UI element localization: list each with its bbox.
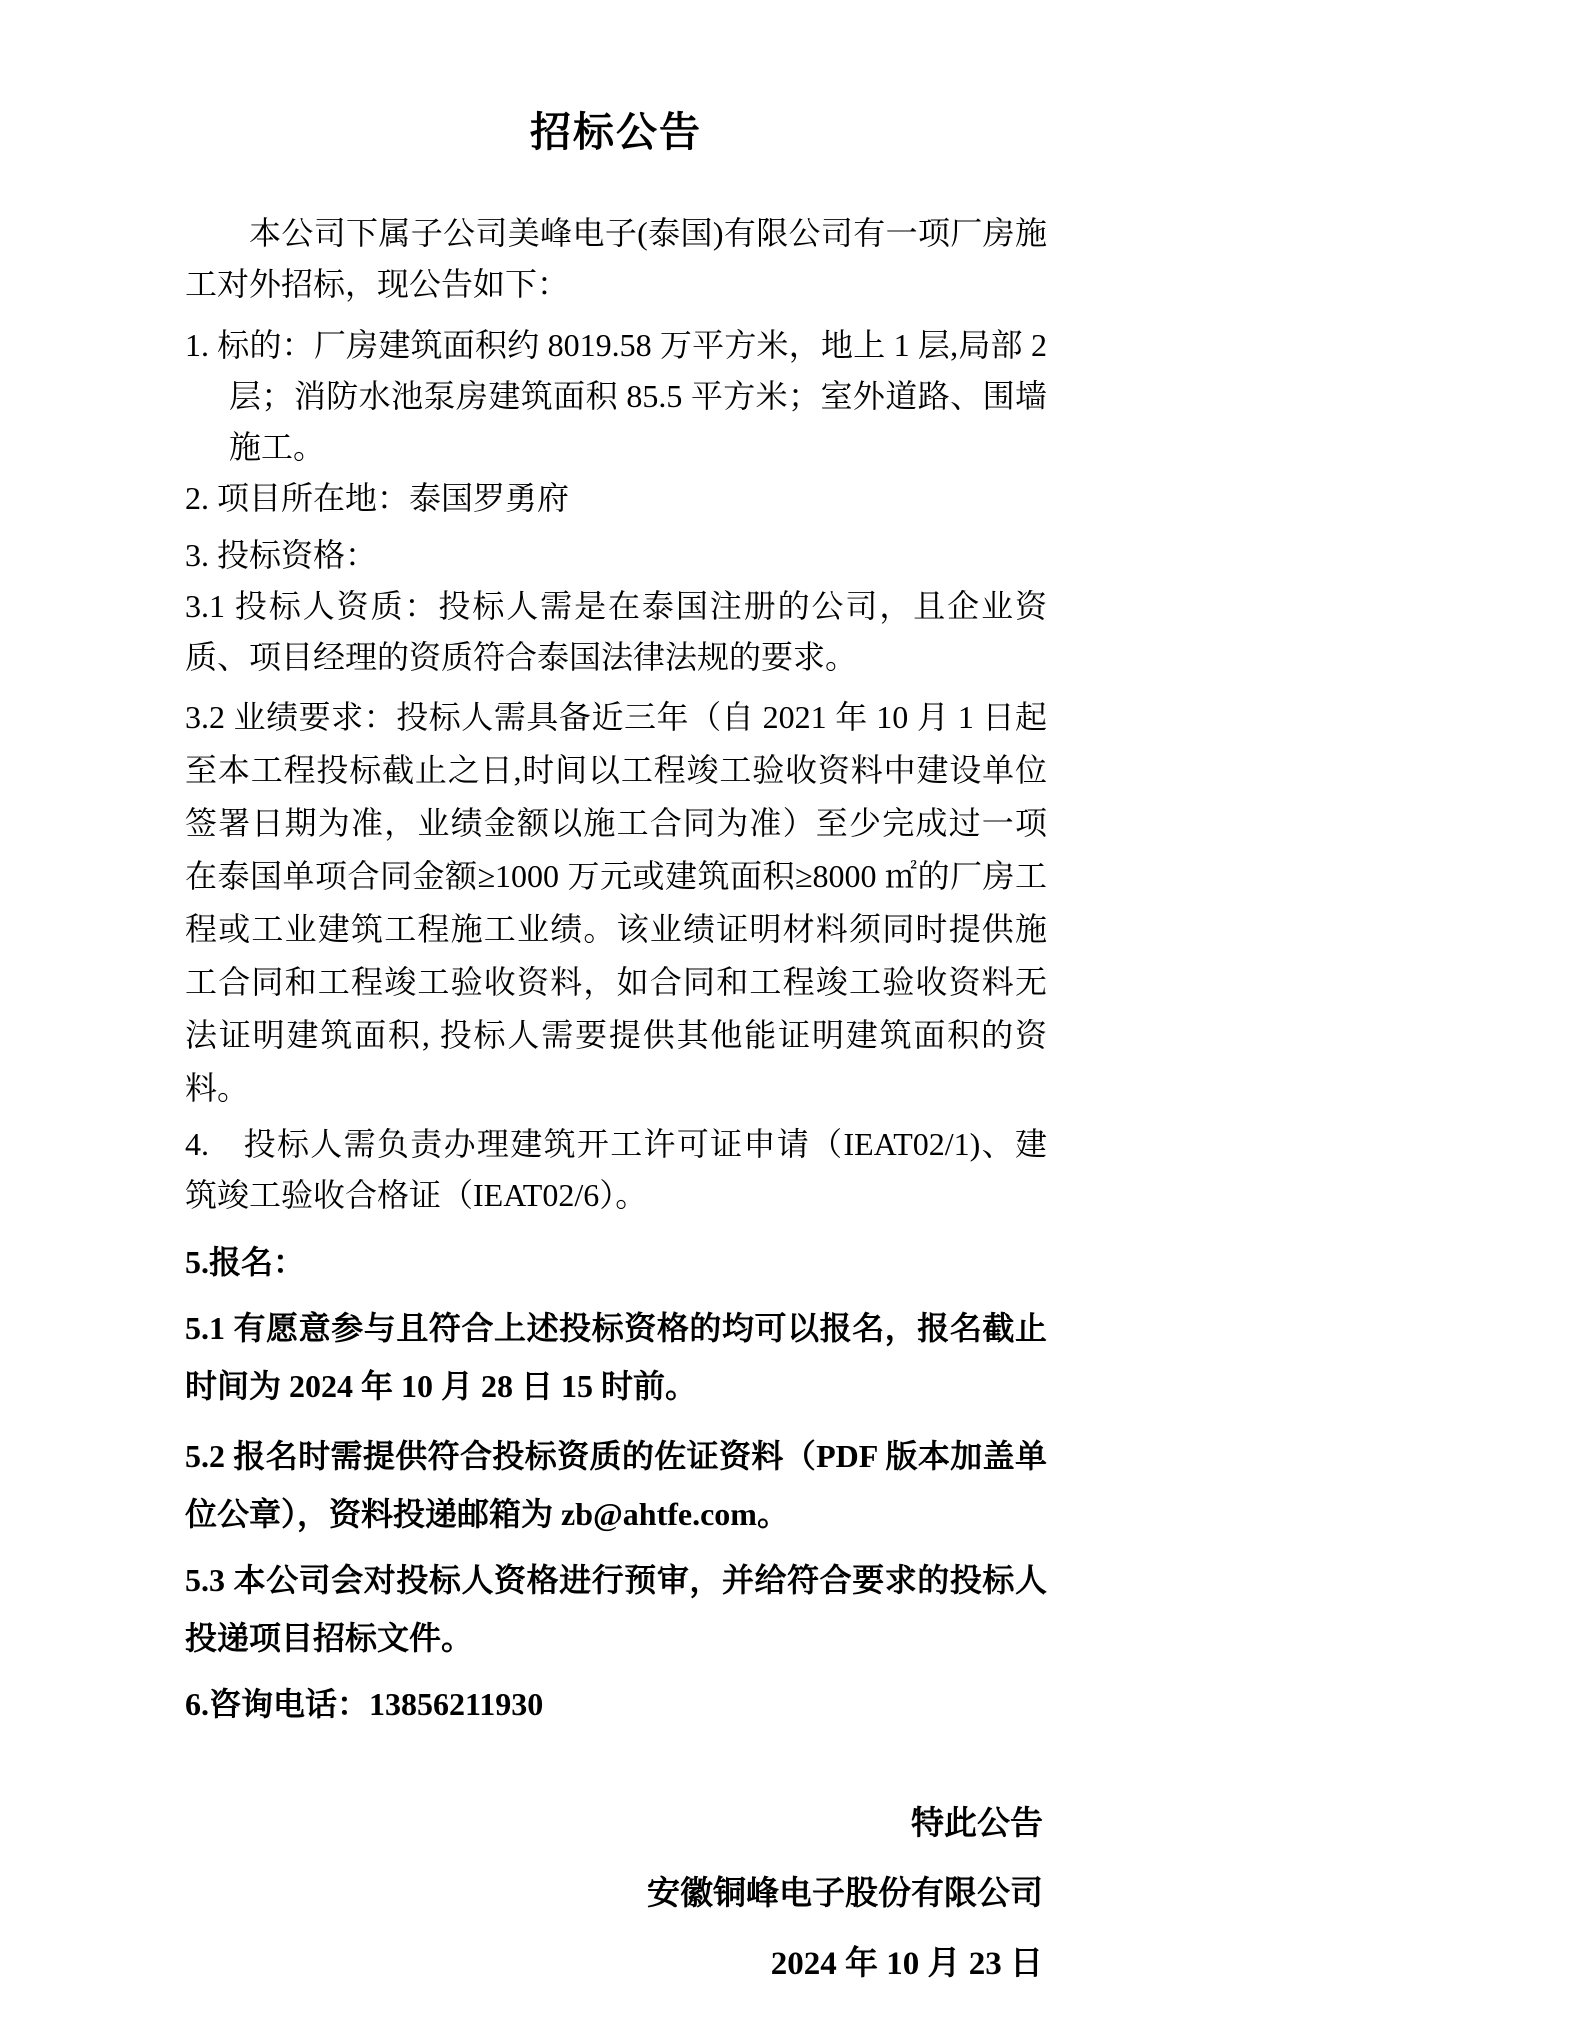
- paragraph-5-2-registration-materials: 5.2 报名时需提供符合投标资质的佐证资料（PDF 版本加盖单位公章），资料投递邮箱为 zb@ahtfe.com。: [185, 1438, 1047, 1532]
- signoff-company: 安徽铜峰电子股份有限公司: [647, 1876, 1043, 1912]
- paragraph-3-2-performance-requirement: 3.2 业绩要求：投标人需具备近三年（自 2021 年 10 月 1 日起至本工程投标截止之日,时间以工程竣工验收资料中建设单位签署日期为准，业绩金额以施工合同为准）至少完成过一项在泰国单项合同金额≥1000 万元或建筑面积≥8000 ㎡的厂房工程或工业建筑工程施工业绩。该业绩证明材料须同时提供施工合同和工程竣工验收资料，如合同和工程竣工验收资料无法证明建筑面积, 投标人需要提供其他能证明建筑面积的资料。: [185, 699, 1047, 1106]
- paragraph-5-registration-heading: 5.报名：: [185, 1244, 306, 1280]
- paragraph-5-3-prequalification: 5.3 本公司会对投标人资格进行预审，并给符合要求的投标人投递项目招标文件。: [185, 1562, 1047, 1656]
- signoff-statement: 特此公告: [911, 1806, 1043, 1842]
- paragraph-6-phone: 6.咨询电话：13856211930: [185, 1686, 544, 1722]
- document-body: [185, 104, 1047, 1999]
- paragraph-1-subject: 1. 标的：厂房建筑面积约 8019.58 万平方米，地上 1 层,局部 2 层；消防水池泵房建筑面积 85.5 平方米；室外道路、围墙施工。: [185, 327, 1047, 465]
- signoff-block: [185, 1789, 1047, 1999]
- paragraph-4-permits: 4. 投标人需负责办理建筑开工许可证申请（IEAT02/1)、建筑竣工验收合格证（IEAT02/6）。: [185, 1126, 1047, 1213]
- paragraph-2-location: 2. 项目所在地：泰国罗勇府: [185, 480, 570, 516]
- paragraph-3-qualification-heading: 3. 投标资格：: [185, 537, 378, 573]
- paragraph-3-1-bidder-qualification: 3.1 投标人资质：投标人需是在泰国注册的公司，且企业资质、项目经理的资质符合泰国法律法规的要求。: [185, 588, 1047, 675]
- document-title: 招标公告: [530, 109, 702, 155]
- paragraph-5-1-registration-deadline: 5.1 有愿意参与且符合上述投标资格的均可以报名，报名截止时间为 2024 年 10 月 28 日 15 时前。: [185, 1310, 1047, 1404]
- signoff-date: 2024 年 10 月 23 日: [770, 1946, 1043, 1982]
- paragraph-intro: 本公司下属子公司美峰电子(泰国)有限公司有一项厂房施工对外招标，现公告如下：: [185, 215, 1047, 302]
